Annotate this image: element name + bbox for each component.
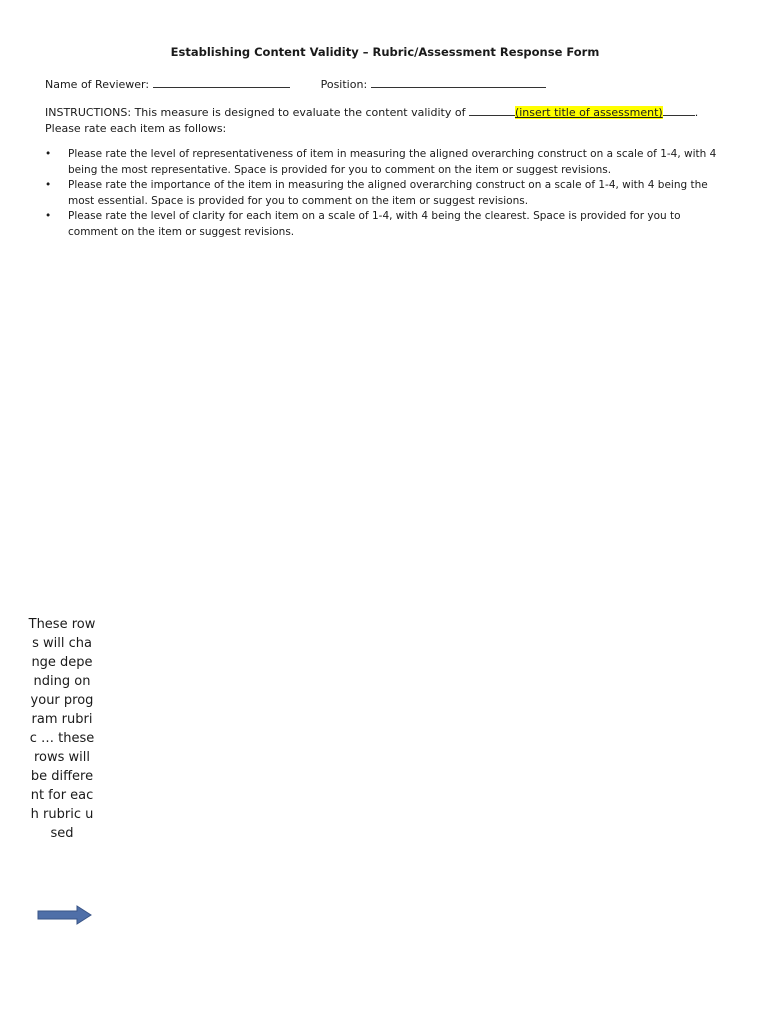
- bullet-icon: •: [45, 148, 52, 160]
- list-item: [45, 209, 725, 240]
- position-label: Position:: [320, 78, 368, 91]
- reviewer-name-field[interactable]: [153, 75, 290, 88]
- right-arrow-icon: [37, 905, 93, 925]
- list-item-text: Please rate the level of representativeness of item in measuring the aligned overarching construct on a scale of 1-4, with 4 being the most representative. Space is provided for you to comment on the item or suggest revisions.: [68, 148, 717, 176]
- list-item: [45, 147, 725, 178]
- list-item-text: Please rate the importance of the item in measuring the aligned overarching construct on a scale of 1-4, with 4 being the most essential. Space is provided for you to comment on the item or suggest revisions.: [68, 179, 708, 207]
- rating-instructions-list: [45, 147, 725, 240]
- reviewer-line: [45, 75, 546, 91]
- instructions-suffix: .: [694, 106, 699, 119]
- arrow-shape: [38, 906, 91, 924]
- instructions-prefix: INSTRUCTIONS: This measure is designed to evaluate the content validity of: [45, 106, 466, 119]
- instructions: [45, 103, 735, 137]
- bullet-icon: •: [45, 179, 52, 191]
- assessment-title-blank-left: [469, 103, 515, 116]
- position-field[interactable]: [371, 75, 546, 88]
- bullet-icon: •: [45, 210, 52, 222]
- rubric-rows-note: These rows will change depending on your program rubric … these rows will be different for each rubric used: [28, 617, 96, 841]
- form-title: Establishing Content Validity – Rubric/Assessment Response Form: [170, 45, 600, 59]
- list-item: [45, 178, 725, 209]
- list-item-text: Please rate the level of clarity for each item on a scale of 1-4, with 4 being the clearest. Space is provided for you to comment on the item or suggest revisions.: [68, 210, 681, 238]
- assessment-title-placeholder[interactable]: (insert title of assessment): [514, 106, 663, 119]
- reviewer-name-label: Name of Reviewer:: [45, 78, 150, 91]
- instructions-line-1: [45, 103, 735, 121]
- assessment-title-blank-right: [663, 103, 695, 116]
- instructions-line-2: Please rate each item as follows:: [45, 122, 227, 135]
